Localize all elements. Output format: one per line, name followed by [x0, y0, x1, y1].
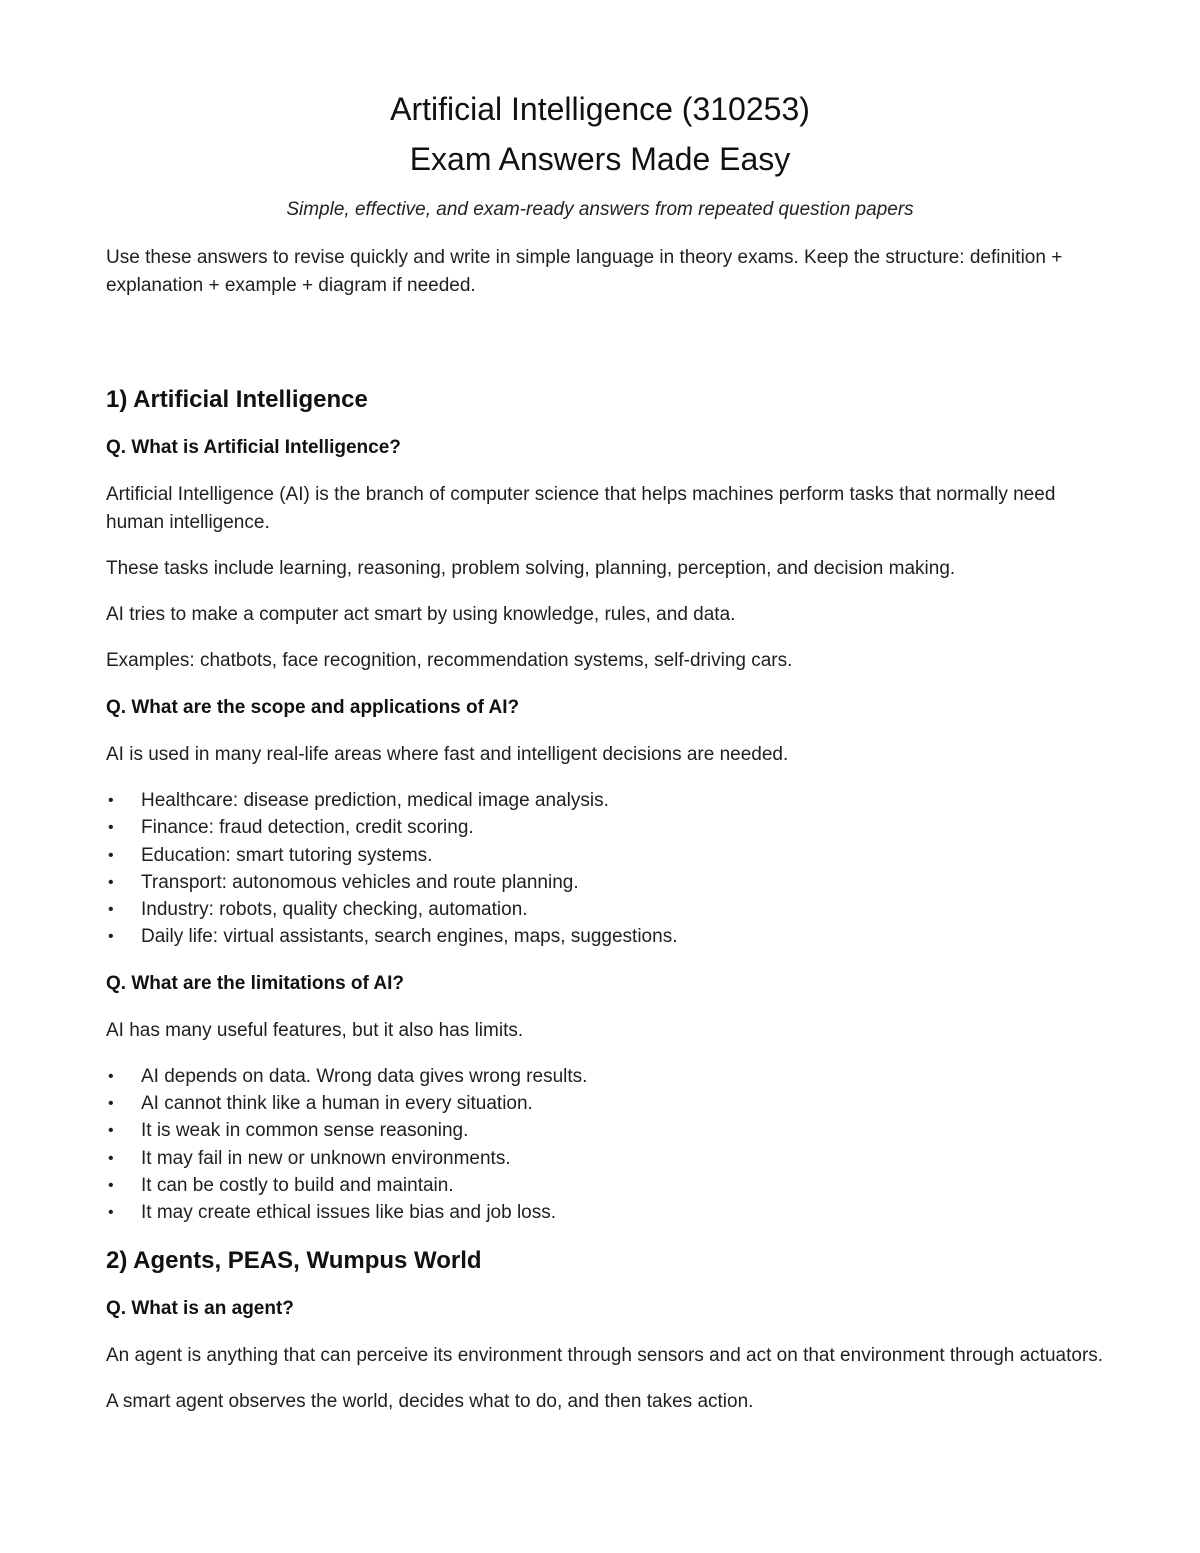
answer-paragraph: AI tries to make a computer act smart by using knowledge, rules, and data. — [106, 604, 736, 625]
bullet-icon: • — [108, 1122, 114, 1140]
bullet-icon: • — [108, 928, 114, 946]
list-item: • Industry: robots, quality checking, automation. — [106, 896, 1106, 923]
answer-paragraph: An agent is anything that can perceive its environment through sensors and act on that environment through actuators. — [106, 1344, 1104, 1366]
answer-paragraph: A smart agent observes the world, decides what to do, and then takes action. — [106, 1390, 754, 1412]
answer-paragraph: Artificial Intelligence (AI) is the branch of computer science that helps machines perform tasks that normally need human intelligence. — [106, 484, 1056, 533]
question-limitations: Q. What are the limitations of AI? — [106, 972, 405, 994]
applications-list — [106, 787, 1106, 951]
list-item: • Healthcare: disease prediction, medical image analysis. — [106, 787, 1106, 814]
question-scope-applications: Q. What are the scope and applications of AI? — [106, 697, 520, 718]
list-item: • Daily life: virtual assistants, search engines, maps, suggestions. — [106, 923, 1106, 950]
bullet-icon: • — [108, 901, 114, 919]
list-item: • Education: smart tutoring systems. — [106, 842, 1106, 869]
bullet-icon: • — [108, 819, 114, 837]
bullet-icon: • — [108, 792, 114, 809]
document-title — [0, 84, 1200, 184]
limitations-list — [106, 1063, 1106, 1227]
answer-paragraph: AI is used in many real-life areas where fast and intelligent decisions are needed. — [106, 744, 789, 765]
question-what-is-agent: Q. What is an agent? — [106, 1297, 294, 1319]
list-item: • Transport: autonomous vehicles and route planning. — [106, 869, 1106, 896]
bullet-icon: • — [108, 846, 114, 864]
list-item: • It can be costly to build and maintain. — [106, 1172, 1106, 1199]
bullet-icon: • — [108, 1149, 114, 1167]
list-item: • Finance: fraud detection, credit scoring. — [106, 814, 1106, 841]
list-item: • AI cannot think like a human in every situation. — [106, 1090, 1106, 1117]
bullet-icon: • — [108, 873, 114, 891]
title-line-2: Exam Answers Made Easy — [409, 141, 791, 177]
bullet-icon: • — [108, 1176, 114, 1194]
bullet-icon: • — [108, 1067, 114, 1085]
answer-paragraph: AI has many useful features, but it also has limits. — [106, 1019, 524, 1041]
question-what-is-ai: Q. What is Artificial Intelligence? — [106, 437, 401, 458]
document-subtitle: Simple, effective, and exam-ready answers from repeated question papers — [286, 199, 914, 220]
bullet-icon: • — [108, 1204, 114, 1222]
bullet-icon: • — [108, 1095, 114, 1113]
answer-paragraph: These tasks include learning, reasoning, problem solving, planning, perception, and decision making. — [106, 558, 956, 579]
list-item: • It may create ethical issues like bias and job loss. — [106, 1199, 1106, 1226]
list-item: • AI depends on data. Wrong data gives wrong results. — [106, 1063, 1106, 1090]
document-body — [106, 244, 1106, 1416]
list-item: • It may fail in new or unknown environments. — [106, 1145, 1106, 1172]
section-heading-1: 1) Artificial Intelligence — [106, 386, 368, 413]
title-line-1: Artificial Intelligence (310253) — [390, 91, 810, 127]
answer-paragraph: Examples: chatbots, face recognition, recommendation systems, self-driving cars. — [106, 650, 793, 671]
intro-paragraph: Use these answers to revise quickly and write in simple language in theory exams. Keep the structure: definition + explanation + example + diagram if needed. — [106, 247, 1063, 296]
section-heading-2: 2) Agents, PEAS, Wumpus World — [106, 1246, 482, 1274]
list-item: • It is weak in common sense reasoning. — [106, 1117, 1106, 1144]
